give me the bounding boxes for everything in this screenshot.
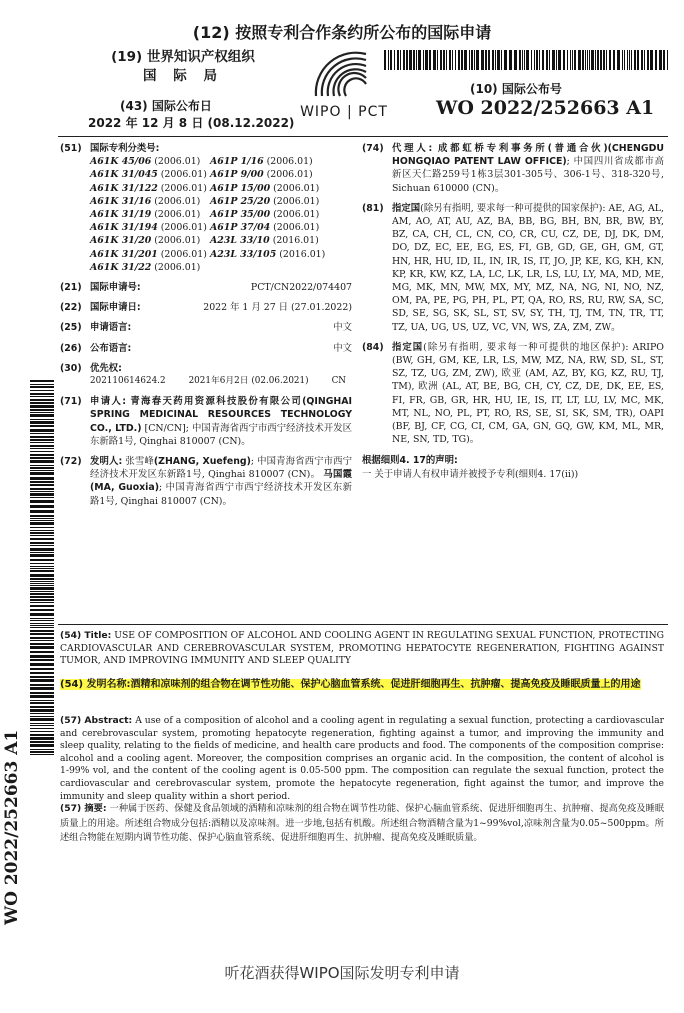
organization-line-2: 国 际 局 [143,68,223,84]
ipc-code: A61P 9/00 [210,169,264,181]
filing-date-label: 国际申请日: [90,302,141,314]
wipo-pct-text: WIPO | PCT [300,104,388,120]
document-title: (12) 按照专利合作条约所公布的国际申请 [192,23,492,42]
ipc-date: (2006.01) [266,156,313,168]
filing-date [60,301,352,314]
inventor1-name-cn: 张雪峰 [125,456,154,468]
ipc-code: A61P 15/00 [210,182,271,194]
ipc-entry [90,182,210,195]
ipc-entry [210,168,350,181]
applicant-name-en: (QINGHAI SPRING MEDICINAL RESOURCES TECHNOLOGY CO., LTD.) [90,396,352,434]
priority-app: 202110614624.2 [90,376,166,387]
applicant [60,395,352,448]
abstract-en-num: (57) Abstract: [60,715,133,726]
ipc-entry [210,155,350,168]
abstract-en-text: A use of a composition of alcohol and a cooling agent in regulating a sexual function, protecting a cardiovascular and cerebrovascular system, promoting hepatocyte regeneration, fighting against a tumor, and improving the immunity and sleep quality, relating to the fields of medicine, and health care products and food. The components of the composition comprise: alcohol and a cooling agent. Moreover, the composition comprises an organic acid. In the composition, the content of alcohol is 1-99% vol, and the content of the cooling agent is 0.05-500 ppm. The composition can regulate the sexual function, protect the cardiovascular and cerebrovascular system, promote the hepatocyte regeneration, fight against the tumor, and improve the immunity and sleep quality within a short period. [60,715,665,802]
pub-lang-value: 中文 [333,342,352,354]
ipc-date: (2006.01) [273,222,320,234]
filing-lang-num: (25) [60,322,82,334]
ipc-code: A61K 45/06 [90,156,152,168]
ipc-date: (2006.01) [273,209,320,221]
inventors-num: (72) [60,456,82,468]
inventor2-name-cn: 马国霞 [323,469,352,481]
inventor2-name-en: (MA, Guoxia) [90,482,160,494]
agent-num: (74) [362,143,384,154]
organization-line-1: (19) 世界知识产权组织 [111,49,255,65]
filing-date-value: 2022 年 1 月 27 日 (27.01.2022) [203,302,352,314]
filing-language [60,321,352,334]
inventors [60,455,352,508]
agent-address: ; 中国四川省成都市高新区天仁路259号1栋3层301-305号、306-1号、318-320号, Sichuan 610000 (CN)。 [392,156,665,194]
declaration-item: 一 关于申请人有权申请并被授予专利(细则4. 17(ii)) [362,468,579,480]
designated-regional-label: 指定国 [392,341,424,353]
ipc-date: (2006.01) [160,222,207,234]
filing-lang-value: 中文 [333,322,352,334]
ipc-entry [90,234,210,247]
publication-date-label: (43) 国际公布日 [120,99,212,113]
agent-label: 代理人: [392,143,433,154]
ipc-code: A61K 31/201 [90,248,158,260]
ipc-code: A23L 33/10 [210,235,270,247]
ipc-label: 国际专利分类号: [90,143,160,154]
ipc-code: A61K 31/19 [90,209,152,221]
filing-lang-label: 申请语言: [90,322,132,334]
title-chinese [60,677,664,693]
right-column [362,142,664,481]
ipc-date: (2006.01) [273,182,320,194]
ipc-date: (2006.01) [160,248,207,260]
ipc-code: A61K 31/20 [90,235,152,247]
publication-date: 2022 年 12 月 8 日 (08.12.2022) [88,116,295,130]
ipc-entry [90,168,210,181]
priority-date: 2021年6月2日 (02.06.2021) [188,376,309,387]
ipc-entry [90,221,210,234]
ipc-date: (2006.01) [154,261,201,273]
barcode-top [384,50,668,70]
abstract-cn-num: (57) 摘要: [60,803,107,814]
applicant-address: [CN/CN]; 中国青海省西宁市西宁经济技术开发区东新路1号, Qinghai 810007 (CN)。 [90,422,352,447]
abstract-english [60,715,664,803]
pub-lang-num: (26) [60,342,82,354]
body-divider [58,624,668,625]
side-publication-number: WO 2022/252663 A1 [2,729,22,925]
ipc-date: (2006.01) [160,169,207,181]
app-no-value: PCT/CN2022/074407 [250,282,352,294]
agent [362,142,664,195]
ipc-code: A61P 35/00 [210,209,271,221]
applicant-name-cn: 青海春天药用资源科技股份有限公司 [130,396,303,408]
inventor1-address: ; 中国青海省西宁市西宁经济技术开发区东新路1号, Qinghai 810007 (CN)。 [90,456,353,481]
applicant-label: 申请人: [90,396,126,408]
publication-number-label: (10) 国际公布号 [470,82,562,96]
ipc-code: A61K 31/16 [90,195,152,207]
filing-date-num: (22) [60,302,82,314]
application-number [60,281,352,294]
designated-regional-text: (除另有指明, 要求每一种可提供的地区保护): ARIPO (BW, GH, GM, KE, LR, LS, MW, MZ, NA, RW, SD, SL, ST, SZ, TZ, UG, ZM, ZW), 欧亚 (AM, AZ, BY, KG, KZ, RU, TJ, TM), 欧洲 (AL, AT, BE, BG, CH, CY, CZ, DE, DK, EE, ES, FI, FR, GB, GR, HR, HU, IE, IS, IT, LT, LU, LV, MC, MK, MT, NL, NO, PL, PT, RO, RS, SE, SI, SK, SM, TR), OAPI (BF, BJ, CF, CG, CI, CM, GA, GN, GQ, GW, KM, ML, MR, NE, SN, TD, TG)。 [392,341,664,446]
declaration-label: 根据细则4. 17的声明: [362,455,458,467]
ipc-num: (51) [60,143,82,154]
ipc-code: A61K 31/045 [90,169,158,181]
declaration [362,454,664,480]
ipc-date: (2006.01) [273,195,320,207]
abstract-chinese [60,802,664,846]
agent-name-cn: 成都虹桥专利事务所(普通合伙) [438,143,608,154]
ipc-entry [210,261,350,274]
ipc-code: A23L 33/105 [210,248,277,260]
ipc-entry [210,234,350,247]
app-no-num: (21) [60,282,82,294]
ipc-date: (2006.01) [154,195,201,207]
ipc-entry [90,208,210,221]
inventors-label: 发明人: [90,456,123,468]
priority-label: 优先权: [90,362,122,374]
barcode-side [30,380,54,755]
ipc-grid [90,155,352,274]
priority-country: CN [331,376,346,387]
ipc-section [60,142,352,274]
ipc-entry [90,195,210,208]
ipc-date: (2006.01) [154,235,201,247]
ipc-code: A61P 25/20 [210,195,271,207]
designated-states-national [362,202,664,334]
app-no-label: 国际申请号: [90,282,141,294]
header-divider [58,136,668,137]
agent-name-en: (CHENGDU HONGQIAO PATENT LAW OFFICE) [392,143,664,168]
ipc-entry [210,208,350,221]
ipc-date: (2016.01) [272,235,319,247]
title-en-text: USE OF COMPOSITION OF ALCOHOL AND COOLING AGENT IN REGULATING SEXUAL FUNCTION, PROTECTING CARDIOVASCULAR AND CEREBROVASCULAR SYSTEM, PROMOTING HEPATOCYTE REGENERATION, FIGHTING AGAINST TUMOR, AND IMPROVING IMMUNITY AND SLEEP QUALITY [60,630,665,667]
publication-language [60,342,352,355]
abstract-cn-text: 一种属于医药、保健及食品领域的酒精和凉味剂的组合物在调节性功能、保护心脑血管系统、促进肝细胞再生、抗肿瘤、提高免疫及睡眠质量上的用途。所述组合物成分包括:酒精以及凉味剂。进一步地,包括有机酸。所述组合物酒精含量为1~99%vol,凉味剂含量为0.05~500ppm。所述组合物能在短期内调节性功能、保护心脑血管系统、促进肝细胞再生、抗肿瘤、提高免疫及睡眠质量。 [60,803,665,843]
ipc-date: (2016.01) [279,248,326,260]
ipc-entry [90,261,210,274]
designated-national-label: 指定国 [392,202,421,214]
ipc-code: A61P 1/16 [210,156,264,168]
ipc-date: (2006.01) [160,182,207,194]
ipc-code: A61K 31/194 [90,222,158,234]
title-cn-text: 酒精和凉味剂的组合物在调节性功能、保护心脑血管系统、促进肝细胞再生、抗肿瘤、提高免疫及睡眠质量上的用途 [130,679,641,690]
publication-number: WO 2022/252663 A1 [436,97,655,119]
organization-name [78,48,288,86]
pub-lang-label: 公布语言: [90,342,132,354]
designated-national-text: (除另有指明, 要求每一种可提供的国家保护): AE, AG, AL, AM, AO, AT, AU, AZ, BA, BB, BG, BH, BN, BR, BW, BY, BZ, CA, CH, CL, CN, CO, CR, CU, CZ, DE, DJ, DK, DM, DO, DZ, EC, EE, EG, ES, FI, GB, GD, GE, GH, GM, GT, HN, HR, HU, ID, IL, IN, IR, IS, IT, JO, JP, KE, KG, KH, KN, KP, KR, KW, KZ, LA, LC, LK, LR, LS, LU, LY, MA, MD, ME, MG, MK, MN, MW, MX, MY, MZ, NA, NG, NI, NO, NZ, OM, PA, PE, PG, PH, PL, PT, QA, RO, RS, RU, RW, SA, SC, SD, SE, SG, SK, SL, ST, SV, SY, TH, TJ, TM, TN, TR, TT, TZ, UA, UG, US, UZ, VC, VN, WS, ZA, ZM, ZW。 [392,202,664,333]
title-cn-num: (54) 发明名称: [60,679,131,690]
ipc-date: (2006.01) [154,209,201,221]
ipc-date: (2006.01) [266,169,313,181]
priority [60,362,352,388]
ipc-entry [210,195,350,208]
wipo-logo-icon [296,46,386,98]
designated-states-regional [362,341,664,447]
image-caption: 听花酒获得WIPO国际发明专利申请 [224,964,460,982]
ipc-date: (2006.01) [154,156,201,168]
designated-regional-num: (84) [362,341,384,353]
ipc-code: A61K 31/122 [90,182,158,194]
ipc-entry [90,155,210,168]
title-en-num: (54) Title: [60,630,112,641]
ipc-entry [210,182,350,195]
ipc-entry [90,248,210,261]
title-english [60,630,664,668]
ipc-code: A61P 37/04 [210,222,271,234]
priority-num: (30) [60,362,82,374]
inventor1-name-en: (ZHANG, Xuefeng) [153,456,251,468]
ipc-code: A61K 31/22 [90,261,152,273]
left-column [60,142,352,515]
designated-national-num: (81) [362,202,384,214]
inventor2-address: ; 中国青海省西宁市西宁经济技术开发区东新路1号, Qinghai 810007 (CN)。 [90,482,352,507]
ipc-entry [210,248,350,261]
ipc-entry [210,221,350,234]
applicant-num: (71) [60,396,82,408]
